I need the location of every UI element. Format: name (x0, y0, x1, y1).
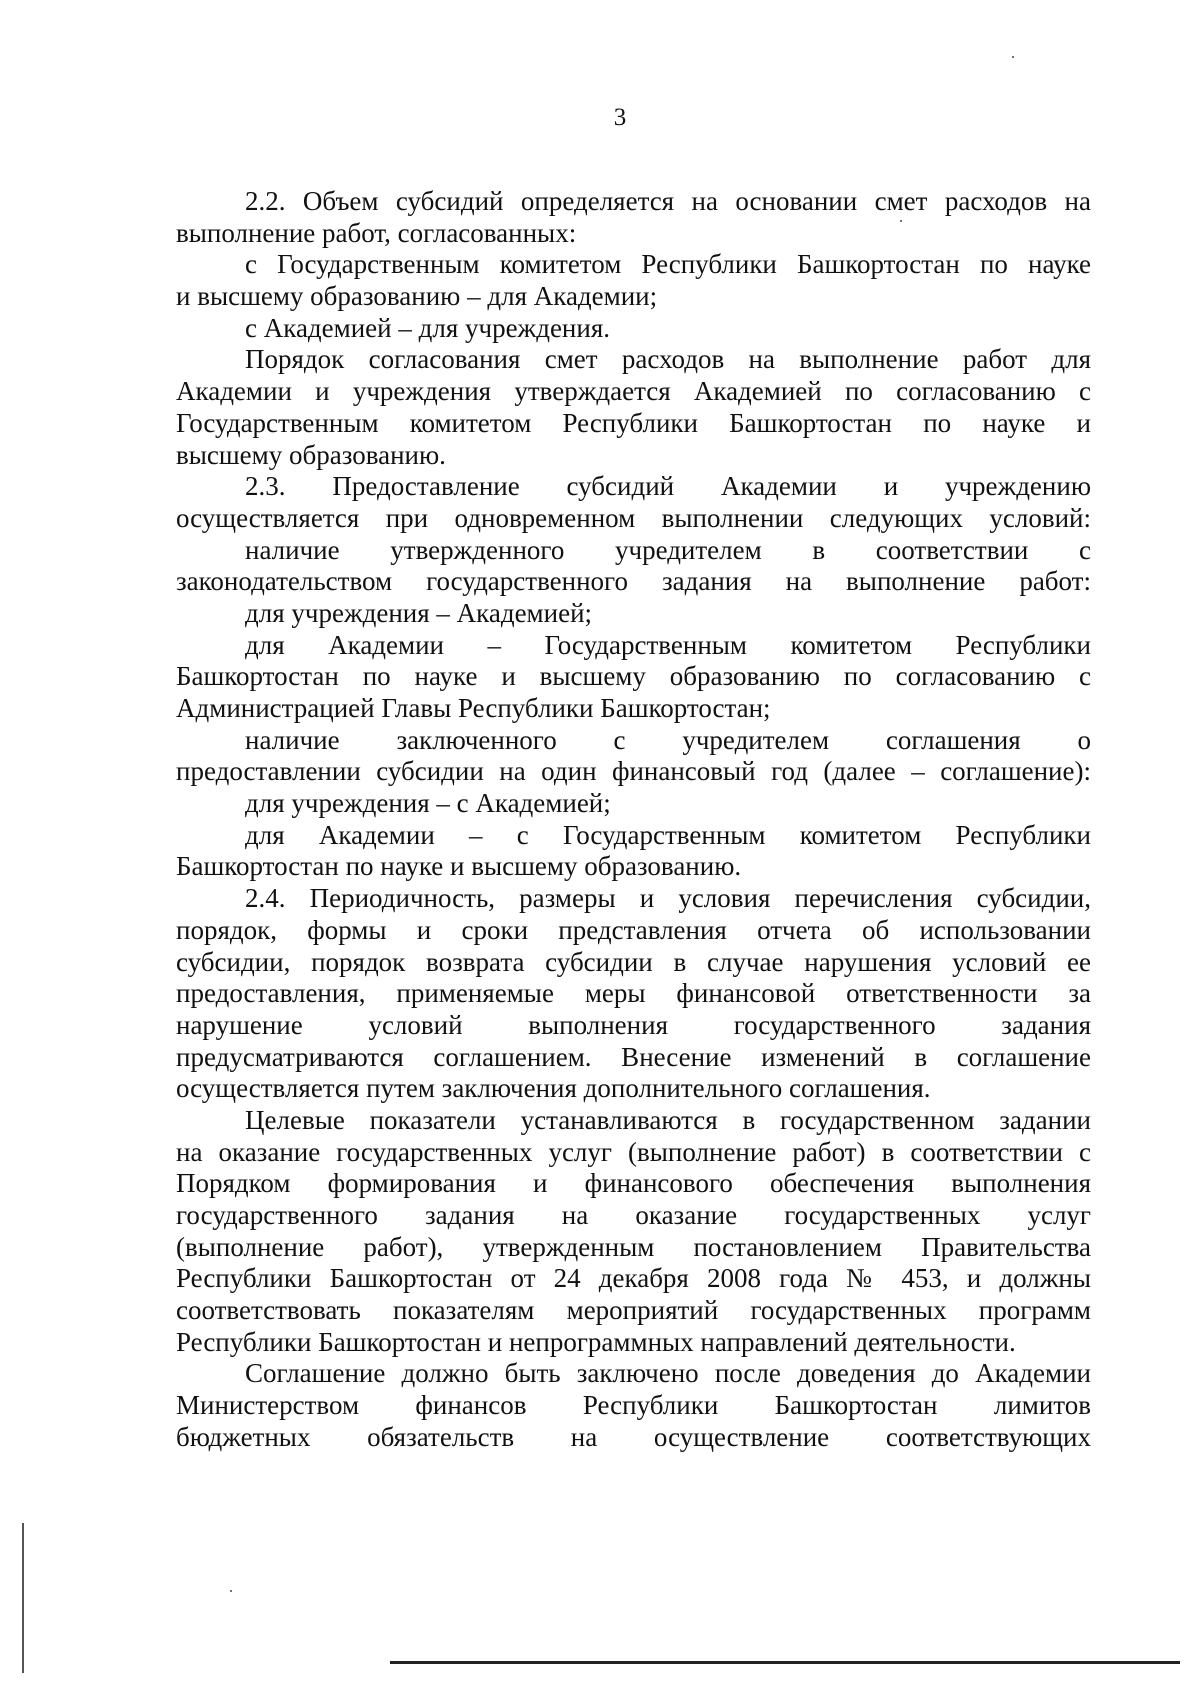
text-line: с Государственным комитетом Республики Башкортостан по науке (245, 249, 1091, 280)
page-number: 3 (613, 104, 627, 131)
text-line: 2.4. Периодичность, размеры и условия перечисления субсидии, (245, 883, 1091, 914)
text-line: для учреждения – с Академией; (245, 788, 611, 819)
text-line: 2.2. Объем субсидий определяется на основании смет расходов на (245, 186, 1091, 216)
text-line: порядок, формы и сроки представления отчета об использовании (176, 914, 1091, 945)
document-body (176, 186, 1091, 1454)
scan-left-edge-line (22, 1523, 24, 1673)
text-line: Администрацией Главы Республики Башкортостан; (176, 693, 771, 723)
text-line: (выполнение работ), утвержденным постановлением Правительства (176, 1231, 1091, 1262)
text-line: нарушение условий выполнения государственного задания (176, 1009, 1091, 1040)
scan-speck (1012, 56, 1014, 58)
text-line: Башкортостан по науке и высшему образованию. (176, 851, 742, 882)
text-line: высшему образованию. (176, 439, 446, 470)
text-line: государственного задания на оказание государственных услуг (176, 1200, 1091, 1230)
text-line: для учреждения – Академией; (245, 597, 593, 628)
text-line: субсидии, порядок возврата субсидии в случае нарушения условий ее (176, 946, 1091, 977)
text-line: для Академии – с Государственным комитетом Республики (245, 819, 1091, 850)
text-line: Республики Башкортостан от 24 декабря 2008 года № 453, и должны (176, 1263, 1091, 1294)
text-line: бюджетных обязательств на осуществление соответствующих (176, 1421, 1091, 1452)
text-line: предоставления, применяемые меры финансовой ответственности за (176, 978, 1091, 1009)
text-line: осуществляется при одновременном выполнении следующих условий: (176, 502, 1091, 533)
text-line: осуществляется путем заключения дополнительного соглашения. (176, 1073, 931, 1104)
text-line: и высшему образованию – для Академии; (176, 281, 658, 312)
text-line: 2.3. Предоставление субсидий Академии и учреждению (245, 471, 1091, 502)
text-line: предоставлении субсидии на один финансовый год (далее – соглашение): (176, 756, 1091, 787)
text-line: Республики Башкортостан и непрограммных направлений деятельности. (176, 1326, 1016, 1357)
scan-bottom-edge-line (390, 1661, 1180, 1664)
scan-speck (230, 1590, 232, 1592)
text-line: соответствовать показателям мероприятий государственных программ (176, 1295, 1091, 1326)
text-line: наличие утвержденного учредителем в соответствии с (245, 534, 1091, 565)
text-line: на оказание государственных услуг (выполнение работ) в соответствии с (176, 1136, 1091, 1167)
text-line: Академии и учреждения утверждается Академией по согласованию с (176, 376, 1091, 407)
text-line: Соглашение должно быть заключено после доведения до Академии (245, 1358, 1091, 1389)
text-line: Порядок согласования смет расходов на выполнение работ для (245, 344, 1091, 375)
text-line: предусматриваются соглашением. Внесение изменений в соглашение (176, 1041, 1091, 1072)
text-line: Целевые показатели устанавливаются в государственном задании (245, 1104, 1091, 1135)
text-line: законодательством государственного задания на выполнение работ: (176, 566, 1091, 597)
text-line: для Академии – Государственным комитетом Республики (245, 629, 1091, 660)
text-line: выполнение работ, согласованных: (176, 217, 577, 248)
text-line: Порядком формирования и финансового обеспечения выполнения (176, 1168, 1091, 1199)
text-line: наличие заключенного с учредителем соглашения о (245, 724, 1091, 755)
text-line: Государственным комитетом Республики Башкортостан по науке и (176, 407, 1091, 438)
text-line: Башкортостан по науке и высшему образованию по согласованию с (176, 661, 1091, 692)
text-line: с Академией – для учреждения. (245, 312, 611, 343)
text-line: Министерством финансов Республики Башкортостан лимитов (176, 1390, 1091, 1421)
scan-speck (900, 220, 902, 222)
